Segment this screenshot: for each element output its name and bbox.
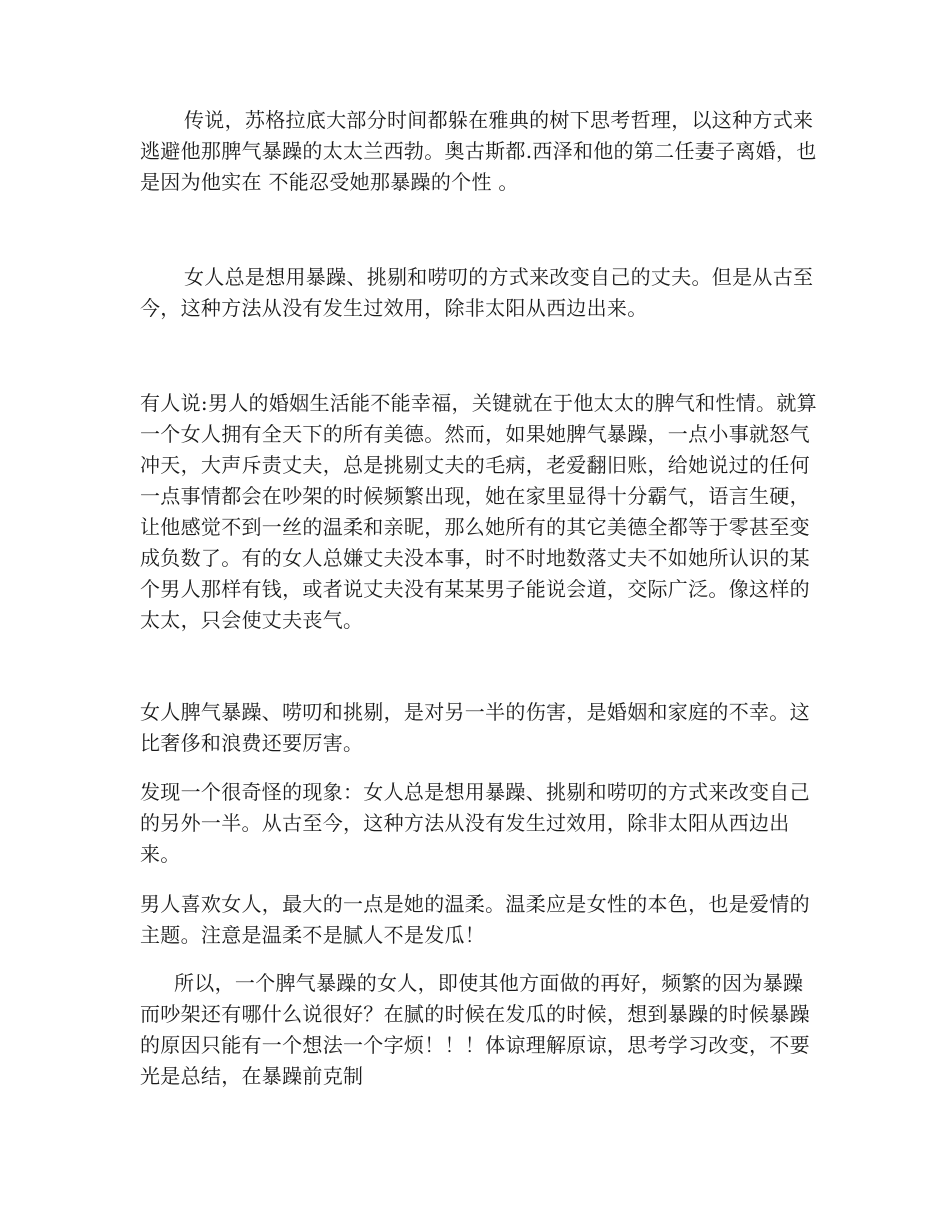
paragraph-strange-phenomenon: 发现一个很奇怪的现象：女人总是想用暴躁、挑剔和唠叨的方式来改变自己的另外一半。从古至今，这种方法从没有发生过效用，除非太阳从西边出来。: [140, 780, 810, 866]
paragraph-marriage-happiness: 有人说:男人的婚姻生活能不能幸福，关键就在于他太太的脾气和性情。就算一个女人拥有全天下的所有美德。然而，如果她脾气暴躁，一点小事就怒气冲天，大声斥责丈夫，总是挑剔丈夫的毛病，老爱翻旧账，给她说过的任何一点事情都会在吵架的时候频繁出现，她在家里显得十分霸气，语言生硬，让他感觉不到一丝的温柔和亲昵，那么她所有的其它美德全都等于零甚至变成负数了。有的女人总嫌丈夫没本事，时不时地数落丈夫不如她所认识的某个男人那样有钱，或者说丈夫没有某某男子能说会道，交际广泛。像这样的太太，只会使丈夫丧气。: [140, 391, 817, 632]
paragraph-conclusion: 所以，一个脾气暴躁的女人，即使其他方面做的再好，频繁的因为暴躁而吵架还有哪什么说很好？在腻的时候在发瓜的时候，想到暴躁的时候暴躁的原因只能有一个想法一个字烦！！！体谅理解原谅，思考学习改变，不要光是总结，在暴躁前克制: [140, 971, 810, 1088]
paragraph-harm: 女人脾气暴躁、唠叨和挑剔，是对另一半的伤害，是婚姻和家庭的不幸。这比奢侈和浪费还要厉害。: [140, 700, 810, 755]
paragraph-change-husband: 女人总是想用暴躁、挑剔和唠叨的方式来改变自己的丈夫。但是从古至今，这种方法从没有发生过效用，除非太阳从西边出来。: [140, 265, 814, 320]
paragraph-socrates: 传说，苏格拉底大部分时间都躲在雅典的树下思考哲理，以这种方式来逃避他那脾气暴躁的太太兰西勃。奥古斯都.西泽和他的第二任妻子离婚，也是因为他实在 不能忍受她那暴躁的个性 。: [140, 108, 817, 194]
paragraph-gentleness: 男人喜欢女人，最大的一点是她的温柔。温柔应是女性的本色，也是爱情的主题。注意是温柔不是腻人不是发瓜！: [140, 892, 810, 947]
